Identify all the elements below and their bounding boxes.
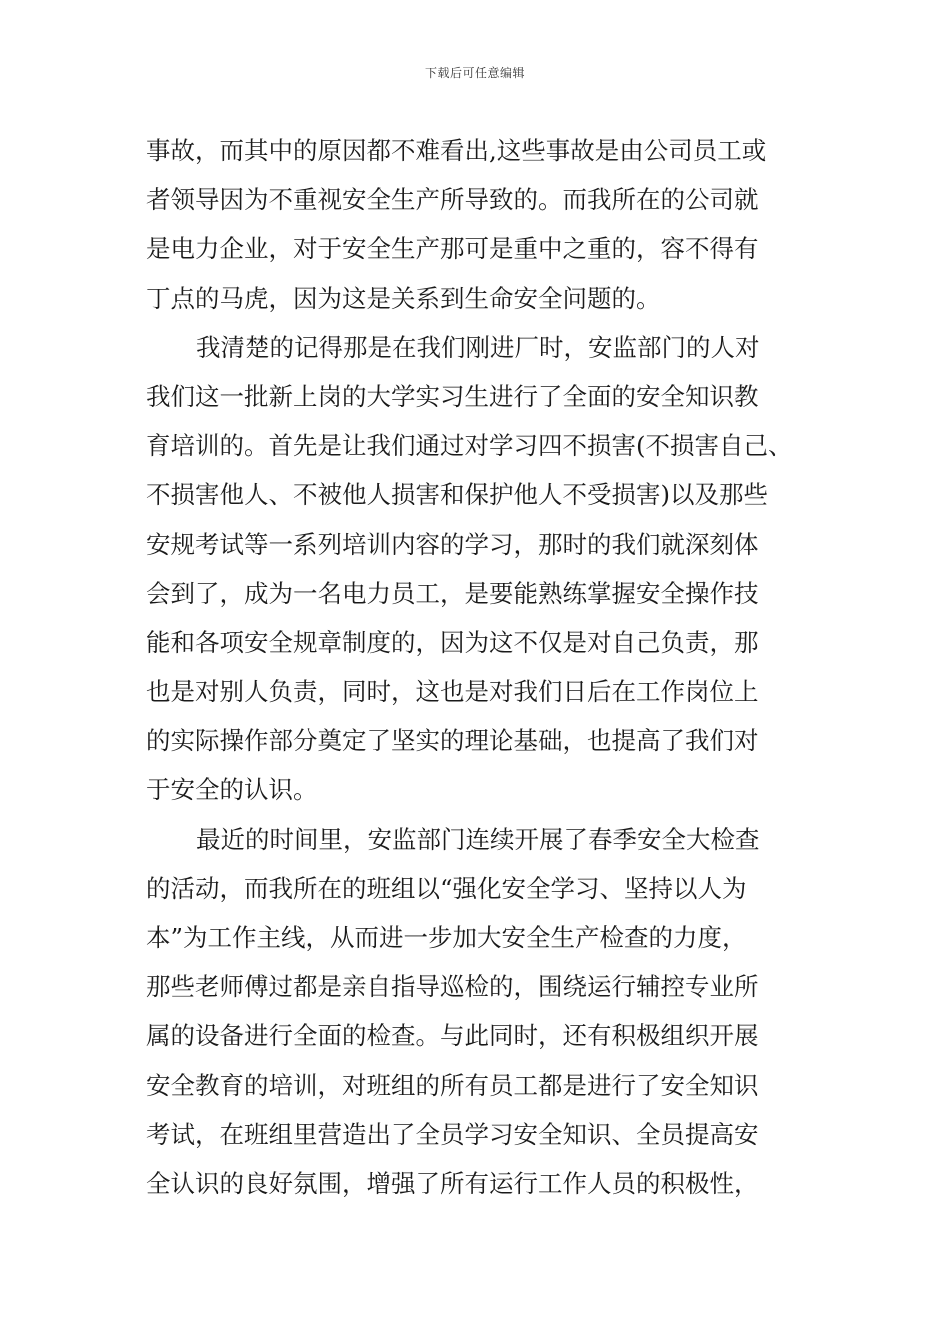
text-line: 也是对别人负责，同时，这也是对我们日后在工作岗位上 (146, 677, 759, 707)
page-header: 下载后可任意编辑 (424, 66, 525, 80)
text-line: 者领导因为不重视安全生产所导致的。而我所在的公司就 (146, 185, 759, 215)
text-line: 于安全的认识。 (146, 775, 318, 805)
text-line: 全认识的良好氛围，增强了所有运行工作人员的积极性， (146, 1168, 759, 1198)
text-line: 不损害他人、不被他人损害和保护他人不受损害)以及那些 (146, 480, 769, 510)
text-line: 考试，在班组里营造出了全员学习安全知识、全员提高安 (146, 1119, 759, 1149)
text-line: 事故，而其中的原因都不难看出,这些事故是由公司员工或 (146, 136, 767, 165)
text-line: 会到了，成为一名电力员工，是要能熟练掌握安全操作技 (146, 578, 759, 608)
text-line: 我们这一批新上岗的大学实习生进行了全面的安全知识教 (146, 381, 759, 411)
text-line: 丁点的马虎，因为这是关系到生命安全问题的。 (146, 283, 661, 313)
text-line: 的实际操作部分奠定了坚实的理论基础，也提高了我们对 (146, 726, 759, 756)
text-line: 安规考试等一系列培训内容的学习，那时的我们就深刻体 (146, 529, 759, 559)
paragraph-3 (146, 815, 816, 1209)
paragraph-2 (146, 323, 816, 815)
text-line: 那些老师傅过都是亲自指导巡检的，围绕运行辅控专业所 (146, 972, 759, 1002)
text-line: 属的设备进行全面的检查。与此同时，还有积极组织开展 (146, 1021, 759, 1051)
text-line: 我清楚的记得那是在我们刚进厂时，安监部门的人对 (196, 332, 760, 362)
text-line: 是电力企业，对于安全生产那可是重中之重的，容不得有 (146, 234, 759, 264)
text-line: 最近的时间里，安监部门连续开展了春季安全大检查 (196, 824, 760, 854)
text-line: 的活动，而我所在的班组以“强化安全学习、坚持以人为 (146, 873, 747, 903)
document-body (146, 126, 816, 1208)
text-line: 安全教育的培训，对班组的所有员工都是进行了安全知识 (146, 1070, 759, 1100)
text-line: 能和各项安全规章制度的，因为这不仅是对自己负责，那 (146, 627, 759, 657)
text-line: 育培训的。首先是让我们通过对学习四不损害(不损害自己、 (146, 431, 793, 461)
text-line: 本”为工作主线，从而进一步加大安全生产检查的力度， (146, 923, 747, 952)
paragraph-1 (146, 126, 816, 323)
